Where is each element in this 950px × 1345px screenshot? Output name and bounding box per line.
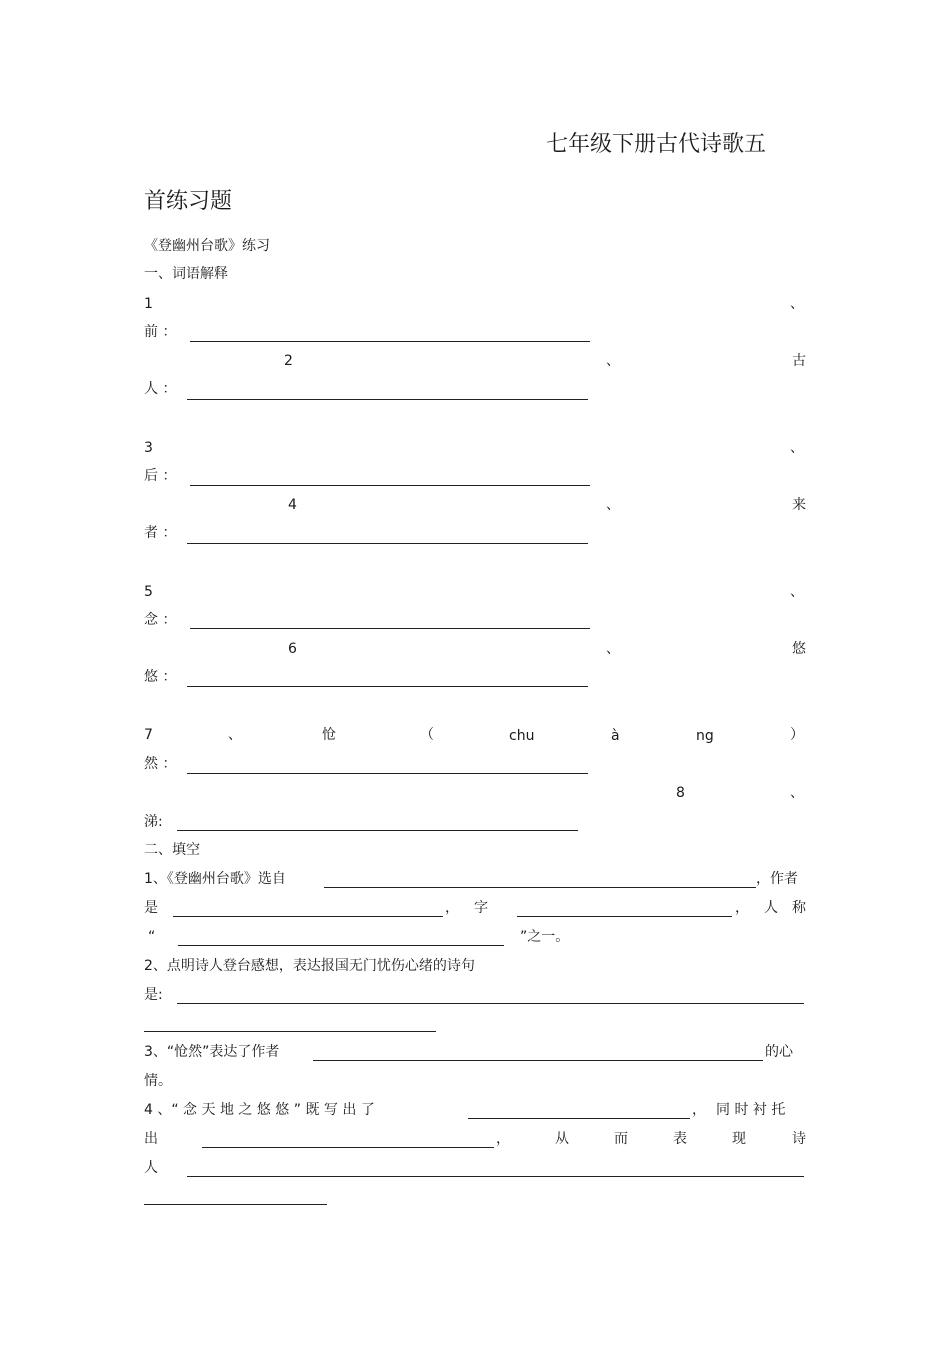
- q1-zi-label: 字: [474, 900, 488, 916]
- item8-sep: 、: [790, 785, 804, 801]
- item7-pinyin3: ng: [696, 728, 714, 744]
- item8-word: 涕:: [144, 814, 163, 830]
- q1-cheng: 称: [792, 900, 806, 916]
- q1-title-line[interactable]: [178, 945, 504, 946]
- item7-number: 7: [144, 727, 153, 743]
- item7-sep: 、: [228, 727, 242, 743]
- item6-sep: 、: [606, 641, 620, 657]
- q2-text: 2、点明诗人登台感想，表达报国无门忧伤心绪的诗句: [144, 958, 475, 974]
- q3-end: 情。: [144, 1073, 172, 1089]
- title-line1: 七年级下册古代诗歌五: [546, 132, 767, 157]
- title-line2: 首练习题: [144, 189, 233, 214]
- item1-word: 前 ：: [144, 324, 177, 340]
- item1-answer-line[interactable]: [190, 341, 590, 342]
- q1-author-label: ，作者: [756, 871, 798, 887]
- item5-word: 念 ：: [144, 612, 177, 628]
- item2-answer-line[interactable]: [187, 399, 588, 400]
- q3-mood-label: 的心: [765, 1044, 793, 1060]
- subtitle: 《登幽州台歌》练习: [144, 238, 270, 254]
- item3-answer-line[interactable]: [190, 485, 590, 486]
- q4-xian: 现: [732, 1131, 746, 1147]
- item7-pinyin1: chu: [509, 728, 535, 744]
- section1-heading: 一、词语解释: [144, 266, 228, 282]
- item6-number: 6: [288, 641, 297, 657]
- q4-cong: 从: [555, 1131, 569, 1147]
- item7-pinyin2: à: [611, 728, 620, 744]
- q4-chu: 出: [144, 1131, 158, 1147]
- item4-sep: 、: [606, 497, 620, 513]
- item7-paren-open: （: [420, 727, 434, 743]
- q1-is-label: 是: [144, 900, 158, 916]
- item4-number: 4: [288, 497, 297, 513]
- q4-answer-line1[interactable]: [468, 1118, 690, 1119]
- item2-word: 人 ：: [144, 381, 177, 397]
- q2-is-label: 是:: [144, 987, 163, 1003]
- q1-author-line[interactable]: [173, 916, 443, 917]
- item7-word: 然 ：: [144, 756, 177, 772]
- item2-number: 2: [284, 353, 293, 369]
- item1-sep: 、: [790, 296, 804, 312]
- item3-number: 3: [144, 440, 153, 456]
- q4-shi: 诗: [792, 1131, 806, 1147]
- q4-ren: 人: [144, 1160, 158, 1176]
- q1-text: 1、《登幽州台歌》选自: [144, 871, 286, 887]
- item6-answer-line[interactable]: [187, 686, 588, 687]
- item6-head: 悠: [792, 641, 806, 657]
- item2-sep: 、: [606, 353, 620, 369]
- q3-text: 3、“怆然”表达了作者: [144, 1044, 280, 1060]
- q3-answer-line[interactable]: [313, 1060, 763, 1061]
- q4-answer-line4[interactable]: [144, 1204, 327, 1205]
- q1-open-quote: “: [148, 929, 156, 945]
- item8-number: 8: [676, 785, 685, 801]
- item1-number: 1: [144, 296, 153, 312]
- item3-sep: 、: [790, 440, 804, 456]
- q4-comma1: ，: [692, 1102, 706, 1118]
- item7-paren-close: ）: [790, 727, 804, 743]
- item8-answer-line[interactable]: [177, 830, 578, 831]
- q4-contrast-label: 同 时 衬 托: [716, 1102, 786, 1118]
- q1-comma1: ，: [445, 900, 459, 916]
- item4-word: 者 ：: [144, 525, 177, 541]
- q1-ren: 人: [764, 900, 778, 916]
- q4-answer-line3[interactable]: [187, 1176, 804, 1177]
- q4-answer-line2[interactable]: [202, 1147, 494, 1148]
- q4-biao: 表: [673, 1131, 687, 1147]
- section2-heading: 二、填空: [144, 842, 200, 858]
- q4-comma2: ，: [496, 1131, 510, 1147]
- item4-head: 来: [792, 497, 806, 513]
- item7-head: 怆: [322, 727, 336, 743]
- q2-answer-line1[interactable]: [177, 1003, 804, 1004]
- item5-answer-line[interactable]: [190, 628, 590, 629]
- item5-number: 5: [144, 584, 153, 600]
- q1-close-text: ”之一。: [520, 929, 570, 945]
- q2-answer-line2[interactable]: [144, 1031, 436, 1032]
- item6-word: 悠 ：: [144, 669, 177, 685]
- q1-source-line[interactable]: [324, 887, 756, 888]
- item7-answer-line[interactable]: [187, 773, 588, 774]
- q4-text: 4 、“ 念 天 地 之 悠 悠 ” 既 写 出 了: [144, 1102, 375, 1118]
- q4-er: 而: [614, 1131, 628, 1147]
- item3-word: 后 ：: [144, 468, 177, 484]
- q1-comma2: ，: [735, 900, 749, 916]
- item2-head: 古: [792, 353, 806, 369]
- item4-answer-line[interactable]: [187, 543, 588, 544]
- q1-zi-line[interactable]: [517, 916, 732, 917]
- item5-sep: 、: [790, 584, 804, 600]
